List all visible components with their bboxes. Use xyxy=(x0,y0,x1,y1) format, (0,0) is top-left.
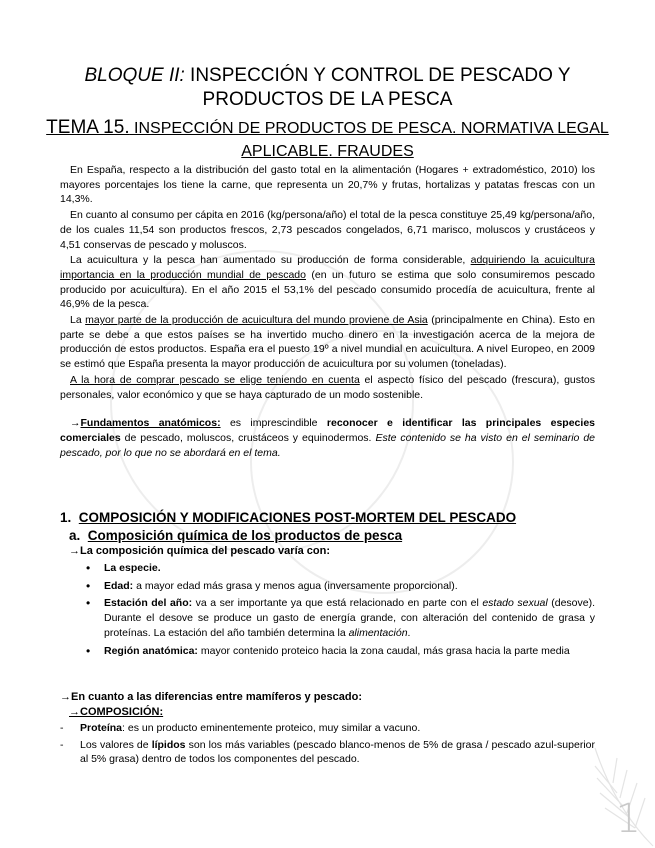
paragraph-spending: En España, respecto a la distribución del gasto total en la alimentación (Hogares + extradoméstico, 2010) los mayores porcentajes los tiene la carne, que representa un 20,7% y frutas, hortalizas y patatas frescas con un 14,3%. xyxy=(60,164,595,206)
paragraph-asia: La mayor parte de la producción de acuicultura del mundo proviene de Asia (principalmente en China). Esto en parte se debe a que estos países se ha invertido mucho dinero en la investigación acerca de la mejora de producción de estos productos. España era el puesto 19º a nivel mundial en acuicultura. A nivel Europeo, en 2009 se estimó que España presenta la mayor producción de acuicultura por su volumen (toneladas). xyxy=(60,314,595,371)
block-title-rest: INSPECCIÓN Y CONTROL DE PESCADO Y xyxy=(184,65,571,86)
page-number: 1 xyxy=(615,796,641,842)
arrow-icon: → xyxy=(70,417,81,430)
bullet-icon: • xyxy=(86,643,91,658)
section-heading-composition: 1. COMPOSICIÓN Y MODIFICACIONES POST-MORTEM DEL PESCADO xyxy=(60,510,517,525)
composition-subheading: →COMPOSICIÓN: xyxy=(69,706,164,718)
list-item: - Los valores de lípidos son los más variables (pescado blanco-menos de 5% de grasa / pescado azul-superior al 5% grasa) dentro de todos los componentes del pescado. xyxy=(60,738,595,766)
block-title-italic: BLOQUE II: xyxy=(84,65,185,86)
bullet-icon: • xyxy=(86,596,91,611)
composition-factor-list xyxy=(84,561,595,661)
paragraph-purchase: A la hora de comprar pescado se elige teniendo en cuenta el aspecto físico del pescado (frescura), gustos personales, valor económico y que se haya capturado de un modo sostenible. xyxy=(60,373,595,401)
subsection-heading-chemical: a. Composición química de los productos de pesca xyxy=(69,528,403,543)
list-item: - Proteína: es un producto eminentemente proteico, muy similar a vacuno. xyxy=(60,722,421,734)
composition-dash-list xyxy=(60,721,595,769)
block-title-line2: PRODUCTOS DE LA PESCA xyxy=(202,89,453,110)
list-item: • Estación del año: va a ser importante ya que está relacionado en parte con el estado sexual (desove). Durante el desove se produce un gasto de energía grande, con alteración del contenido de grasa y proteínas. La estación del año también determina la alimentación. xyxy=(86,596,595,639)
block-title xyxy=(0,64,655,112)
tema-number: TEMA 15. xyxy=(46,117,130,138)
list-item: • Edad: a mayor edad más grasa y menos agua (inversamente proporcional). xyxy=(86,578,458,593)
dash-icon: - xyxy=(60,738,64,751)
intro-body xyxy=(60,163,595,461)
tema-title-text: INSPECCIÓN DE PRODUCTOS DE PESCA. NORMATIVA LEGAL xyxy=(129,120,609,137)
paragraph-consumption: En cuanto al consumo per cápita en 2016 (kg/persona/año) el total de la pesca constituye 25,49 kg/persona/año, de los cuales 11,54 son productos frescos, 2,73 pescados congelados, 6,71 marisco, moluscos y crustáceos y 4,51 conservas de pescado y moluscos. xyxy=(60,209,595,251)
list-item: • La especie. xyxy=(86,561,161,575)
composition-intro: →La composición química del pescado varía con: xyxy=(69,545,331,557)
paragraph-aquaculture: La acuicultura y la pesca han aumentado su producción de forma considerable, adquiriendo la acuicultura importancia en la producción mundial de pescado (en un futuro se estima que solo consumiremos pescado producido por acuicultura). En el año 2015 el 53,1% del pescado consumido procedía de acuicultura, frente al 46,9% de la pesca. xyxy=(60,254,595,311)
bullet-icon: • xyxy=(86,578,91,593)
dash-icon: - xyxy=(60,722,64,734)
tema-title xyxy=(0,117,655,163)
bullet-icon: • xyxy=(86,561,91,575)
tema-title-line2: APLICABLE. FRAUDES xyxy=(241,143,414,160)
list-item: • Región anatómica: mayor contenido proteico hacia la zona caudal, más grasa hacia la parte media xyxy=(86,643,570,658)
mammal-fish-heading: →En cuanto a las diferencias entre mamíferos y pescado: xyxy=(60,691,362,703)
paragraph-anatomical: →Fundamentos anatómicos: es imprescindible reconocer e identificar las principales especies comerciales de pescado, moluscos, crustáceos y equinodermos. Este contenido se ha visto en el seminario de pescado, por lo que no se abordará en el tema. xyxy=(60,417,596,459)
